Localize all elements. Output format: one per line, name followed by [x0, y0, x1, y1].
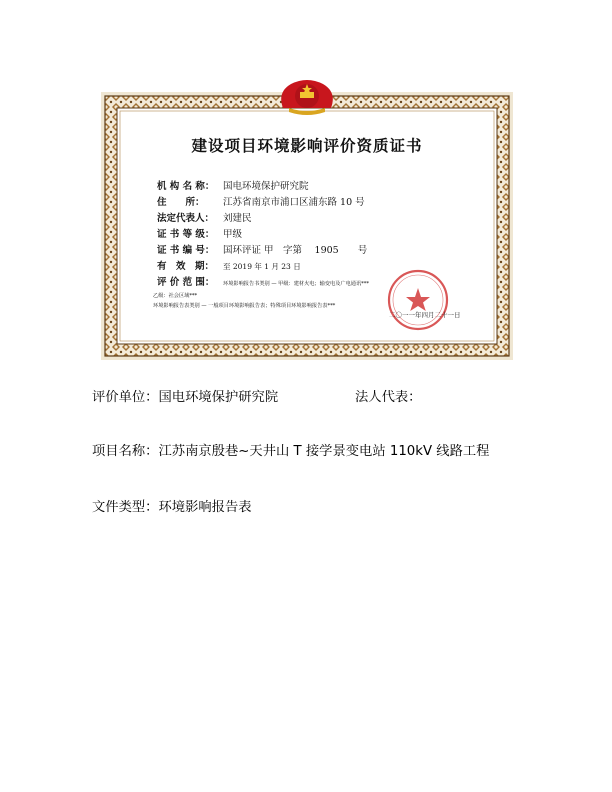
- certificate-row-scope-extra: [153, 292, 197, 299]
- row-label: 评 价 范 围：: [157, 277, 215, 288]
- national-emblem-icon: [275, 78, 339, 118]
- row-value: 刘建民: [223, 213, 252, 224]
- certificate-row-legal-rep: [157, 210, 252, 224]
- row-label: 法定代表人：: [157, 213, 215, 224]
- qualification-certificate-photo: [101, 92, 513, 360]
- certificate-row-scope-extra: [153, 302, 335, 309]
- row-text: 环境影响报告表类别 — 一般项目环境影响报告表；特殊项目环境影响报告表***: [153, 303, 336, 309]
- row-value: 国环评证 甲 字第 1905 号: [223, 245, 368, 256]
- evaluation-unit: 评价单位：国电环境保护研究院: [92, 390, 279, 405]
- row-text: 乙级：社会区域***: [153, 293, 198, 299]
- certificate-row-scope: [157, 274, 369, 288]
- row-value: 至 2019 年 1 月 23 日: [223, 262, 301, 271]
- certificate-row-validity: [157, 258, 301, 272]
- official-seal-icon: [386, 268, 450, 332]
- certificate-row-address: [157, 194, 365, 208]
- document-type: 文件类型：环境影响报告表: [92, 500, 252, 515]
- legal-representative-label: 法人代表：: [355, 390, 422, 405]
- row-label: 有 效 期：: [157, 261, 215, 272]
- row-label: 机 构 名 称：: [157, 181, 215, 192]
- row-label: 证 书 编 号：: [157, 245, 215, 256]
- row-label: 证 书 等 级：: [157, 229, 215, 240]
- row-value: 甲级: [223, 229, 243, 240]
- certificate-issue-date: 二〇一一年四月二十一日: [389, 311, 461, 319]
- certificate-title: 建设项目环境影响评价资质证书: [191, 136, 423, 155]
- row-value: 国电环境保护研究院: [223, 181, 309, 192]
- row-value: 江苏省南京市浦口区浦东路 10 号: [223, 197, 365, 208]
- certificate-row-institution: [157, 178, 309, 192]
- row-label: 住 所：: [157, 197, 205, 208]
- certificate-row-number: [157, 242, 367, 256]
- row-value: 环境影响报告书类别 — 甲级：建材火电；输变电及广电通讯***: [223, 281, 369, 287]
- certificate-row-grade: [157, 226, 242, 240]
- project-name: 项目名称：江苏南京殷巷~天井山 T 接学景变电站 110kV 线路工程: [92, 444, 490, 459]
